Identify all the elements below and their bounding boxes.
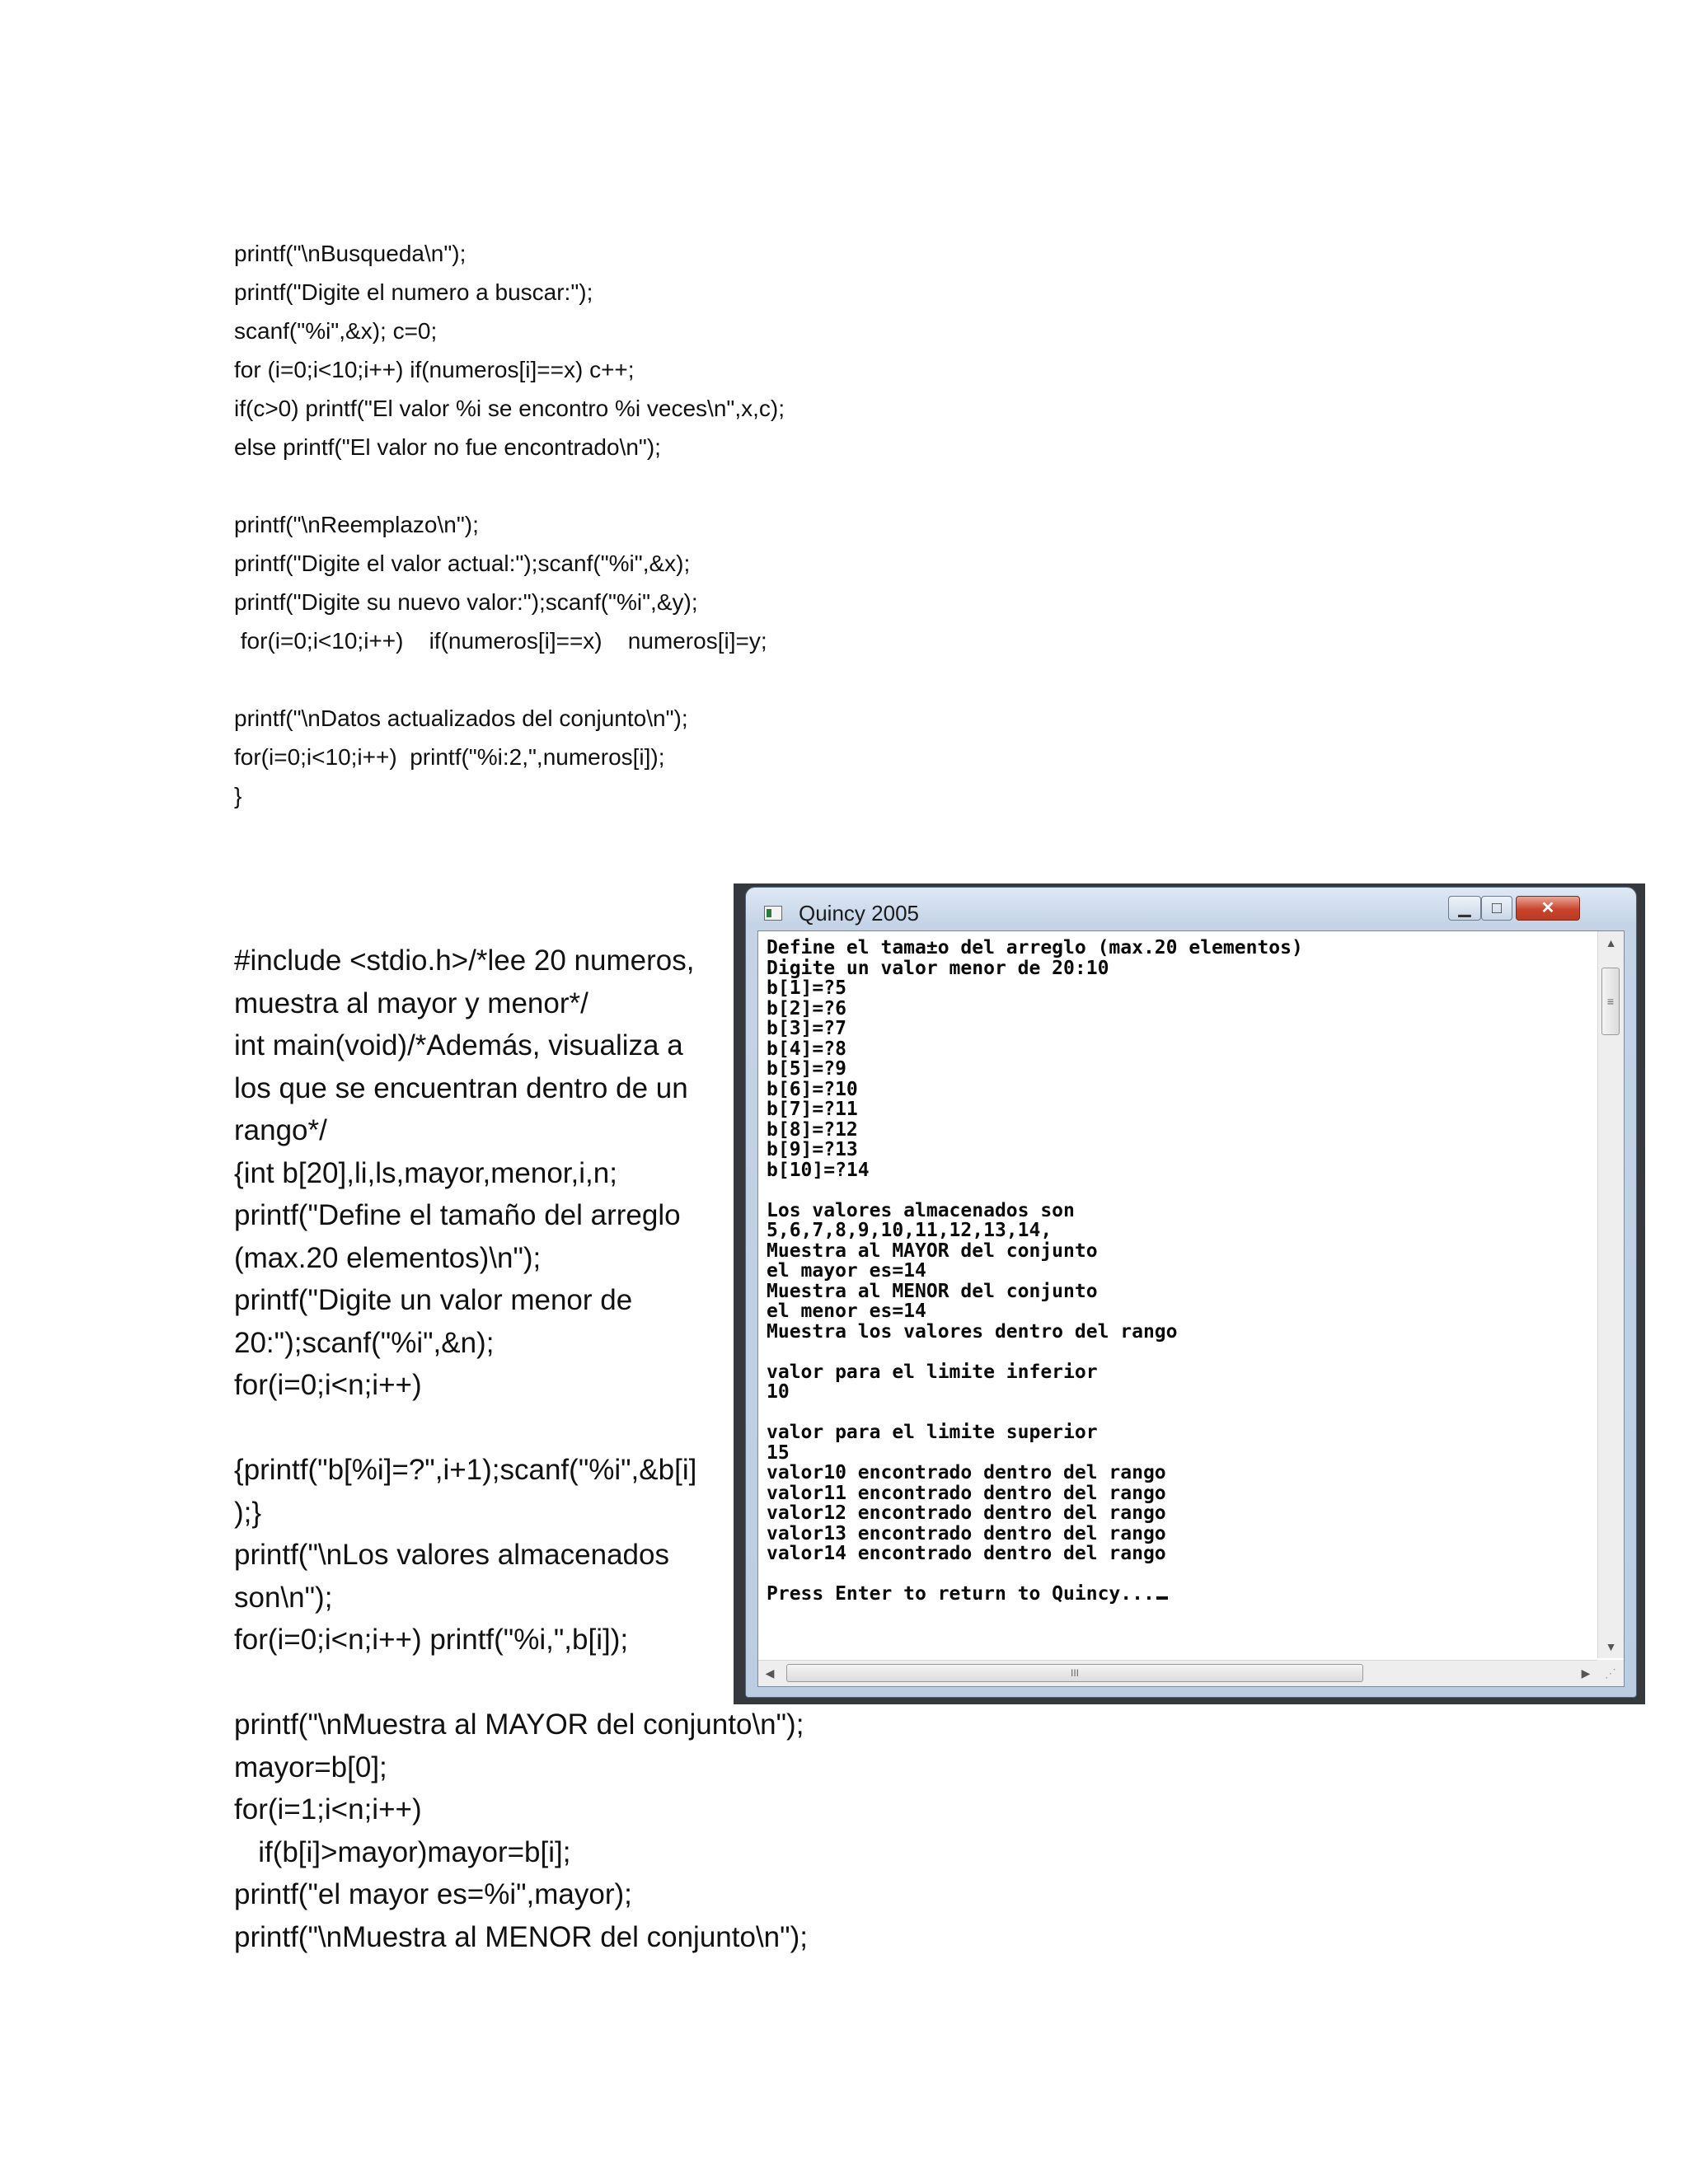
code-line: printf("Digite un valor menor de (234, 1284, 633, 1316)
maximize-button[interactable]: □ (1481, 896, 1512, 921)
code-line: printf("Define el tamaño del arreglo (234, 1199, 681, 1231)
console-line (767, 1342, 1582, 1362)
code-line: (max.20 elementos)\n"); (234, 1241, 542, 1274)
scroll-up-arrow-icon[interactable]: ▲ (1605, 936, 1617, 949)
console-line: 10 (767, 1381, 790, 1403)
blank-line (234, 466, 976, 505)
console-line: valor14 encontrado dentro del rango (767, 1543, 1166, 1564)
console-line: el menor es=14 (767, 1301, 926, 1322)
console-line: Muestra al MENOR del conjunto (767, 1280, 1098, 1302)
text-cursor (1156, 1596, 1168, 1600)
console-line: Muestra al MAYOR del conjunto (767, 1240, 1098, 1262)
window-titlebar[interactable] (746, 888, 1636, 930)
code-line: muestra al mayor y menor*/ (234, 987, 588, 1019)
code-line: printf("\nMuestra al MENOR del conjunto\n"); (234, 1920, 808, 1953)
code-line: printf("el mayor es=%i",mayor); (234, 1878, 632, 1910)
code-line: if(c>0) printf("El valor %i se encontro %i veces\n",x,c); (234, 396, 785, 421)
console-line: 15 (767, 1441, 790, 1464)
console-line (767, 1403, 1582, 1423)
console-line: valor10 encontrado dentro del rango (767, 1462, 1166, 1483)
top-code-block (234, 234, 976, 815)
console-line: Define el tama±o del arreglo (max.20 elementos) (767, 938, 1303, 958)
code-line: if(b[i]>mayor)mayor=b[i]; (234, 1835, 571, 1868)
code-line: printf("\nBusqueda\n"); (234, 241, 467, 266)
code-line: printf("Digite el valor actual:");scanf("%i",&x); (234, 551, 691, 576)
code-line: for(i=1;i<n;i++) (234, 1793, 422, 1825)
console-line: b[7]=?11 (767, 1099, 858, 1120)
console-line: b[3]=?7 (767, 1018, 846, 1039)
code-line: {printf("b[%i]=?",i+1);scanf("%i",&b[i] (234, 1454, 697, 1486)
console-line: b[1]=?5 (767, 977, 846, 999)
code-line: scanf("%i",&x); c=0; (234, 318, 438, 344)
console-line: b[6]=?10 (767, 1078, 858, 1100)
code-line: int main(void)/*Además, visualiza a (234, 1029, 683, 1062)
app-icon (764, 906, 782, 921)
code-line: printf("\nReemplazo\n"); (234, 512, 479, 537)
vertical-scrollbar[interactable] (1597, 931, 1624, 1658)
blank-line (234, 660, 976, 699)
code-line: for(i=0;i<n;i++) printf("%i,",b[i]); (234, 1624, 629, 1656)
console-output (767, 938, 1582, 1655)
code-line: {int b[20],li,ls,mayor,menor,i,n; (234, 1156, 617, 1189)
console-line: Muestra los valores dentro del rango (767, 1320, 1178, 1343)
code-line: son\n"); (234, 1581, 333, 1614)
horizontal-scroll-thumb[interactable]: III (786, 1664, 1363, 1682)
console-line: b[8]=?12 (767, 1118, 858, 1141)
code-line: } (234, 783, 242, 808)
minimize-button[interactable]: ▁ (1448, 896, 1481, 921)
window-title: Quincy 2005 (799, 901, 919, 926)
console-line: valor13 encontrado dentro del rango (767, 1522, 1166, 1544)
code-line: rango*/ (234, 1114, 327, 1146)
console-line: valor para el limite superior (767, 1422, 1098, 1443)
console-line: el mayor es=14 (767, 1260, 926, 1282)
code-line: los que se encuentran dentro de un (234, 1071, 688, 1104)
console-prompt-line (767, 1584, 1582, 1605)
resize-grip-icon[interactable]: ⋰ (1597, 1660, 1624, 1686)
code-line: 20:");scanf("%i",&n); (234, 1326, 495, 1359)
horizontal-scrollbar[interactable] (758, 1660, 1597, 1686)
code-line: mayor=b[0]; (234, 1750, 387, 1783)
console-line: b[9]=?13 (767, 1139, 858, 1160)
console-line: b[10]=?14 (767, 1159, 870, 1181)
console-line: b[4]=?8 (767, 1038, 846, 1060)
vertical-scroll-thumb[interactable]: ≡ (1601, 968, 1620, 1035)
console-client-area[interactable] (757, 930, 1625, 1687)
console-line: Digite un valor menor de 20:10 (767, 957, 1109, 979)
console-line: b[5]=?9 (767, 1058, 846, 1080)
console-line: Los valores almacenados son (767, 1199, 1075, 1221)
console-line (767, 1180, 1582, 1201)
code-line: else printf("El valor no fue encontrado\n"); (234, 434, 661, 460)
console-prompt-text: Press Enter to return to Quincy... (767, 1583, 1155, 1605)
quincy-console-window (745, 887, 1637, 1698)
scroll-down-arrow-icon[interactable]: ▼ (1605, 1640, 1617, 1653)
console-line (767, 1564, 1582, 1585)
console-line: valor11 encontrado dentro del rango (767, 1482, 1166, 1504)
scroll-left-arrow-icon[interactable]: ◀ (765, 1666, 775, 1680)
code-line: for (i=0;i<10;i++) if(numeros[i]==x) c++; (234, 357, 635, 382)
code-line: printf("Digite su nuevo valor:");scanf("%i",&y); (234, 589, 698, 615)
code-line: printf("\nLos valores almacenados (234, 1539, 669, 1571)
code-line: #include <stdio.h>/*lee 20 numeros, (234, 944, 695, 977)
console-line: b[2]=?6 (767, 997, 846, 1019)
code-line: for(i=0;i<10;i++) printf("%i:2,",numeros[i]); (234, 744, 665, 770)
close-button[interactable]: ✕ (1516, 896, 1580, 921)
scroll-right-arrow-icon[interactable]: ▶ (1581, 1666, 1591, 1680)
code-line: printf("Digite el numero a buscar:"); (234, 279, 593, 305)
code-line: for(i=0;i<n;i++) (234, 1369, 422, 1401)
console-line: valor12 encontrado dentro del rango (767, 1502, 1166, 1524)
code-line: printf("\nMuestra al MAYOR del conjunto\n"); (234, 1708, 804, 1741)
code-line: for(i=0;i<10;i++) if(numeros[i]==x) numeros[i]=y; (234, 628, 767, 654)
code-line: printf("\nDatos actualizados del conjunto\n"); (234, 705, 688, 731)
code-line: );} (234, 1496, 262, 1529)
console-line: valor para el limite inferior (767, 1361, 1098, 1383)
console-line: 5,6,7,8,9,10,11,12,13,14, (767, 1220, 1053, 1241)
